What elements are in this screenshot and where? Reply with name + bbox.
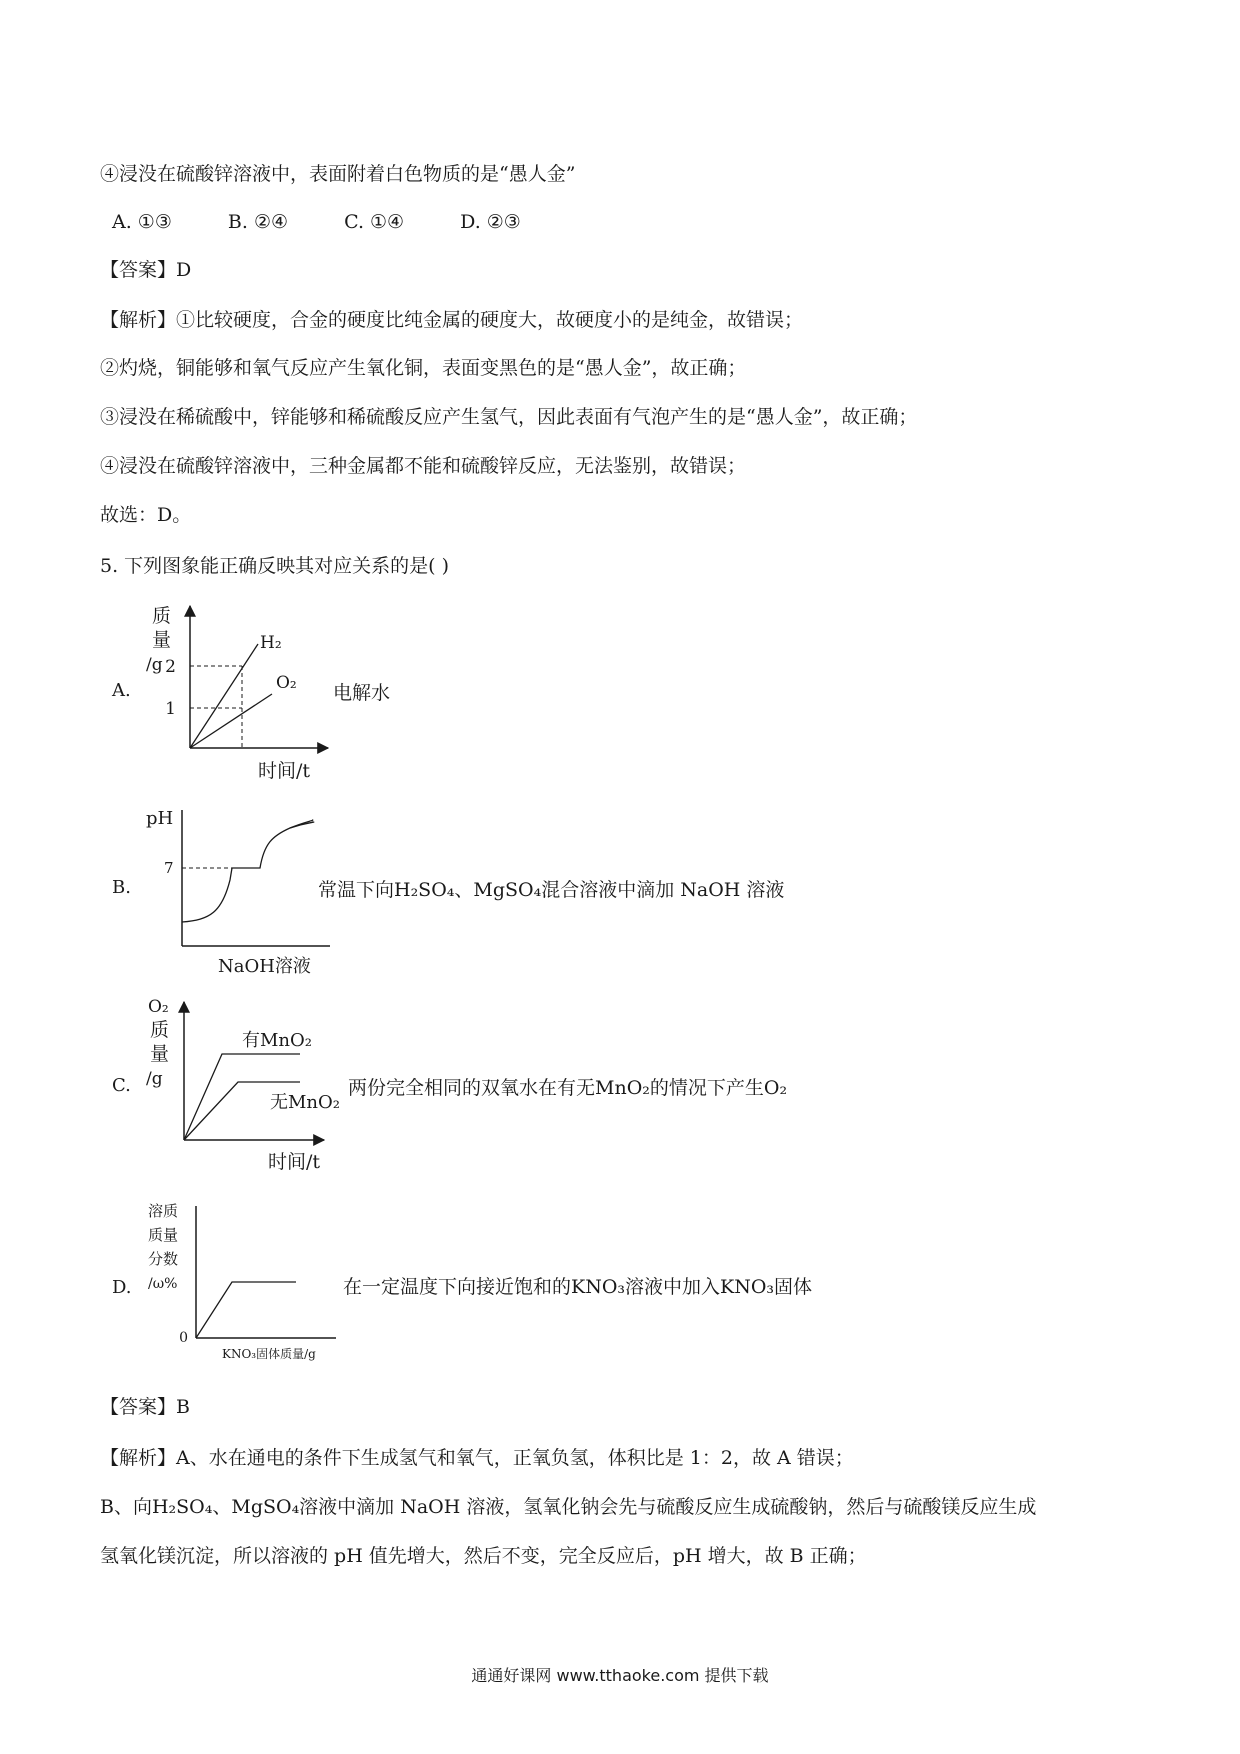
- y-label: pH: [146, 808, 174, 829]
- with-mno2-label: 有MnO₂: [242, 1030, 312, 1051]
- q4-analysis-3: ③浸没在稀硫酸中，锌能够和稀硫酸反应产生氢气，因此表面有气泡产生的是“愚人金”，故正确；: [100, 406, 918, 428]
- fig-b-letter: B.: [112, 877, 131, 898]
- o2-label: O₂: [276, 673, 297, 693]
- y-label-3: 量: [150, 1043, 170, 1065]
- x-label: 时间/t: [258, 760, 311, 782]
- y-label-1: 溶质: [148, 1202, 179, 1220]
- option-d: D. ②③: [460, 211, 521, 233]
- q4-item-4: ④浸没在硫酸锌溶液中，表面附着白色物质的是“愚人金”: [100, 163, 576, 185]
- y-label-2: 量: [152, 629, 172, 651]
- option-b: B. ②④: [227, 211, 289, 233]
- q4-answer: 【答案】D: [100, 259, 192, 281]
- q4-analysis-2: ②灼烧，铜能够和氧气反应产生氧化铜，表面变黑色的是“愚人金”，故正确；: [100, 357, 747, 379]
- h2-line: [190, 644, 258, 748]
- fig-d-letter: D.: [112, 1277, 132, 1298]
- figure-d: [140, 1196, 350, 1371]
- option-a: A. ①③: [112, 211, 172, 233]
- q5-analysis-2: B、向H₂SO₄、MgSO₄溶液中滴加 NaOH 溶液，氢氧化钠会先与硫酸反应生成硫酸钠，然后与硫酸镁反应生成: [100, 1496, 1037, 1518]
- figure-c-graph: [140, 990, 360, 1180]
- figure-a: [140, 598, 350, 783]
- fig-c-caption: 两份完全相同的双氧水在有无MnO₂的情况下产生O₂: [348, 1077, 788, 1099]
- y-label-1: O₂: [148, 997, 169, 1017]
- q5-stem: 5. 下列图象能正确反映其对应关系的是( ): [100, 555, 450, 577]
- fraction-line: [196, 1282, 296, 1338]
- y-label-4: /g: [146, 1069, 163, 1089]
- fig-d-caption: 在一定温度下向接近饱和的KNO₃溶液中加入KNO₃固体: [343, 1276, 813, 1298]
- x-label: NaOH溶液: [218, 956, 311, 977]
- y-label-2: 质: [150, 1019, 170, 1041]
- y-label-3: 分数: [148, 1250, 179, 1268]
- fig-a-letter: A.: [112, 680, 131, 701]
- figure-b-graph: [140, 800, 340, 980]
- fig-b-caption: 常温下向H₂SO₄、MgSO₄混合溶液中滴加 NaOH 溶液: [318, 879, 785, 901]
- q4-options: [112, 208, 571, 236]
- figure-b: [140, 800, 340, 980]
- q4-analysis-5: 故选：D。: [100, 504, 192, 526]
- q5-analysis-3: 氢氧化镁沉淀，所以溶液的 pH 值先增大，然后不变，完全反应后，pH 增大，故 B 正确；: [100, 1545, 867, 1567]
- page-footer: 通通好课网 www.tthaoke.com 提供下载: [471, 1666, 769, 1685]
- figure-a-graph: [140, 598, 350, 783]
- x-label: 时间/t: [268, 1151, 321, 1173]
- origin-label: 0: [179, 1330, 188, 1346]
- o2-line: [190, 694, 272, 748]
- q5-analysis-1: 【解析】A、水在通电的条件下生成氢气和氧气，正氧负氢，体积比是 1：2，故 A 错误；: [100, 1447, 854, 1469]
- ph-curve-end: [290, 820, 313, 828]
- h2-label: H₂: [260, 633, 282, 653]
- fig-c-letter: C.: [112, 1075, 131, 1096]
- figure-d-graph: [140, 1196, 350, 1371]
- tick-7: 7: [164, 859, 174, 877]
- tick-1: 1: [165, 699, 176, 719]
- x-label: KNO₃固体质量/g: [222, 1347, 316, 1361]
- q5-answer: 【答案】B: [100, 1396, 190, 1418]
- y-label-2: 质量: [148, 1226, 179, 1244]
- tick-2: 2: [165, 657, 176, 677]
- y-label-1: 质: [152, 605, 172, 627]
- without-mno2-label: 无MnO₂: [270, 1092, 340, 1113]
- y-label-4: /ω%: [148, 1276, 178, 1292]
- figure-c: [140, 990, 360, 1180]
- ph-curve: [182, 822, 314, 922]
- q4-analysis-1: 【解析】①比较硬度，合金的硬度比纯金属的硬度大，故硬度小的是纯金，故错误；: [100, 309, 804, 331]
- fig-a-caption: 电解水: [333, 682, 391, 704]
- q4-analysis-4: ④浸没在硫酸锌溶液中，三种金属都不能和硫酸锌反应，无法鉴别，故错误；: [100, 455, 747, 477]
- y-label-3: /g: [146, 655, 163, 675]
- option-c: C. ①④: [344, 211, 405, 233]
